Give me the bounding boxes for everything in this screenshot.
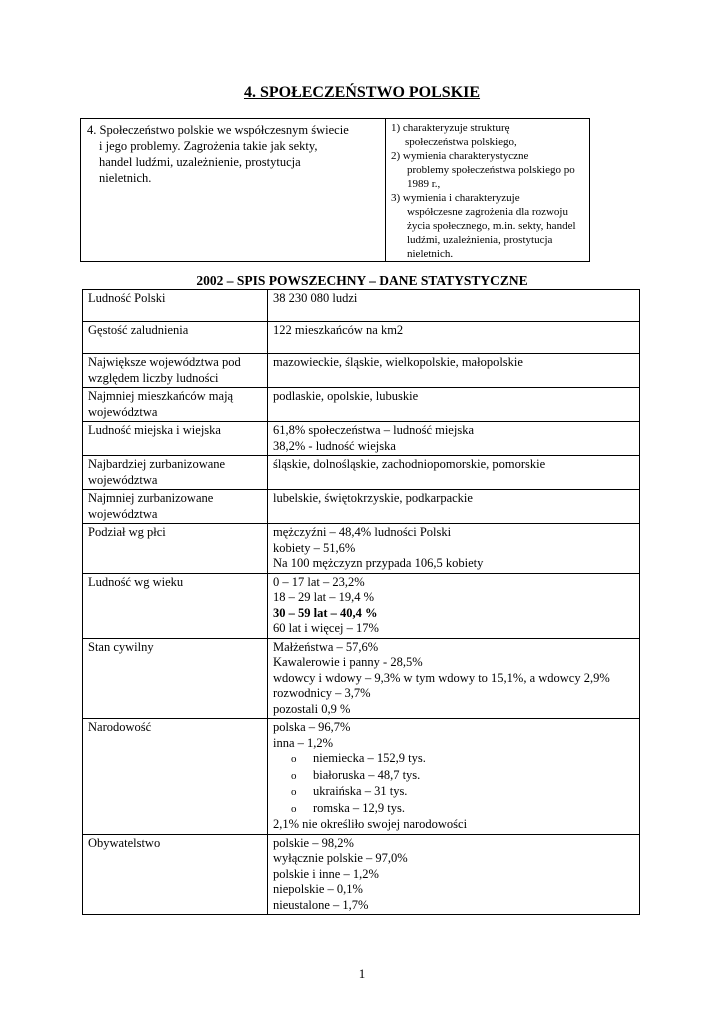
sublist-item [273,801,635,818]
topic-line: 4. Społeczeństwo polskie we współczesnym świecie [87,123,349,137]
topic-description [81,119,386,262]
row-value [268,834,640,915]
value-line-highlighted: 30 – 59 lat – 40,4 % [273,605,378,620]
table-row [83,638,640,719]
row-label: Najmniej mieszkańców mają województwa [83,388,268,422]
value-line: Kawalerowie i panny - 28,5% [273,655,423,669]
objective-line: 1) charakteryzuje strukturę [391,122,510,134]
objective-item [391,121,585,149]
value-line: 2,1% nie określiło swojej narodowości [273,817,468,831]
section-title: 2002 – SPIS POWSZECHNY – DANE STATYSTYCZNE [196,273,528,288]
row-value [268,322,640,354]
row-value [268,456,640,490]
table-row [83,422,640,456]
table-row [83,490,640,524]
objective-line: społeczeństwa polskiego, [405,136,517,148]
value-line: 38,2% - ludność wiejska [273,438,396,453]
value-line: mężczyźni – 48,4% ludności Polski [273,525,452,539]
objective-line: 1989 r., [407,178,441,190]
topic-line: nieletnich. [99,171,152,185]
row-value [268,422,640,456]
value-line: pozostali 0,9 % [273,701,351,716]
row-value [268,490,640,524]
table-row [83,322,640,354]
value-line: polska – 96,7% [273,720,351,734]
topic-objectives [386,119,590,262]
table-row [83,456,640,490]
row-label: Ludność miejska i wiejska [83,422,268,456]
value-line: Małżeństwa – 57,6% [273,639,379,654]
row-label: Najbardziej zurbanizowane województwa [83,456,268,490]
value-line: podlaskie, opolskie, lubuskie [273,389,419,403]
sublist-item [273,768,635,785]
row-value [268,524,640,574]
objective-item [391,149,585,191]
bullet-icon: o [291,769,297,782]
table-row [83,834,640,915]
objective-line: problemy społeczeństwa polskiego po [407,164,575,176]
sublist-item [273,751,635,768]
value-line: 61,8% społeczeństwa – ludność miejska [273,423,474,437]
sublist-text: białoruska – 48,7 tys. [313,767,421,782]
row-label: Stan cywilny [83,638,268,719]
sublist-text: romska – 12,9 tys. [313,800,406,815]
value-line: niepolskie – 0,1% [273,882,363,896]
topic-table [80,118,590,262]
value-line: wyłącznie polskie – 97,0% [273,851,408,865]
row-label: Podział wg płci [83,524,268,574]
objective-line: nieletnich. [407,248,454,260]
row-label: Narodowość [83,719,268,835]
row-value [268,719,640,835]
row-value [268,573,640,638]
value-line: rozwodnicy – 3,7% [273,686,371,700]
sublist-item [273,784,635,801]
sublist-text: ukraińska – 31 tys. [313,784,408,798]
bullet-icon: o [291,753,297,765]
census-stats-table [82,289,640,915]
table-row [83,388,640,422]
value-line: kobiety – 51,6% [273,540,356,555]
sublist-text: niemiecka – 152,9 tys. [313,751,426,765]
value-line: wdowcy i wdowy – 9,3% w tym wdowy to 15,1%, a wdowcy 2,9% [273,670,610,685]
value-line: lubelskie, świętokrzyskie, podkarpackie [273,491,473,505]
row-value [268,290,640,322]
value-line: 122 mieszkańców na km2 [273,323,404,337]
objective-line: ludźmi, uzależnienia, prostytucja [407,234,553,246]
row-label: Obywatelstwo [83,834,268,915]
row-label: Najmniej zurbanizowane województwa [83,490,268,524]
row-label: Gęstość zaludnienia [83,322,268,354]
row-value [268,638,640,719]
topic-line: handel ludźmi, uzależnienie, prostytucja [99,155,301,169]
objective-line: 2) wymienia charakterystyczne [391,150,529,162]
value-line: mazowieckie, śląskie, wielkopolskie, małopolskie [273,355,523,369]
row-label: Ludność wg wieku [83,573,268,638]
value-line: nieustalone – 1,7% [273,897,369,912]
table-row [83,524,640,574]
value-line: 18 – 29 lat – 19,4 % [273,590,375,604]
objective-item [391,191,585,261]
table-row [83,719,640,835]
row-value [268,354,640,388]
page-number: 1 [358,966,366,981]
table-row [83,573,640,638]
objective-line: współczesne zagrożenia dla rozwoju [407,206,568,218]
value-line: Na 100 mężczyzn przypada 106,5 kobiety [273,556,484,570]
value-line: 0 – 17 lat – 23,2% [273,574,365,589]
value-line: polskie – 98,2% [273,835,354,850]
value-line: 60 lat i więcej – 17% [273,621,379,635]
value-line: inna – 1,2% [273,735,334,750]
page-title: 4. SPOŁECZEŃSTWO POLSKIE [243,84,481,101]
table-row [83,290,640,322]
row-label: Największe województwa pod względem liczby ludności [83,354,268,388]
value-line: 38 230 080 ludzi [273,291,358,305]
table-row [83,354,640,388]
row-label: Ludność Polski [83,290,268,322]
value-line: polskie i inne – 1,2% [273,866,379,881]
bullet-icon: o [291,786,297,798]
bullet-icon: o [291,802,297,815]
row-value [268,388,640,422]
objective-line: życia społecznego, m.in. sekty, handel [407,220,576,232]
topic-line: i jego problemy. Zagrożenia takie jak sekty, [99,139,318,153]
value-line: śląskie, dolnośląskie, zachodniopomorskie, pomorskie [273,457,546,471]
objective-line: 3) wymienia i charakteryzuje [391,192,520,204]
